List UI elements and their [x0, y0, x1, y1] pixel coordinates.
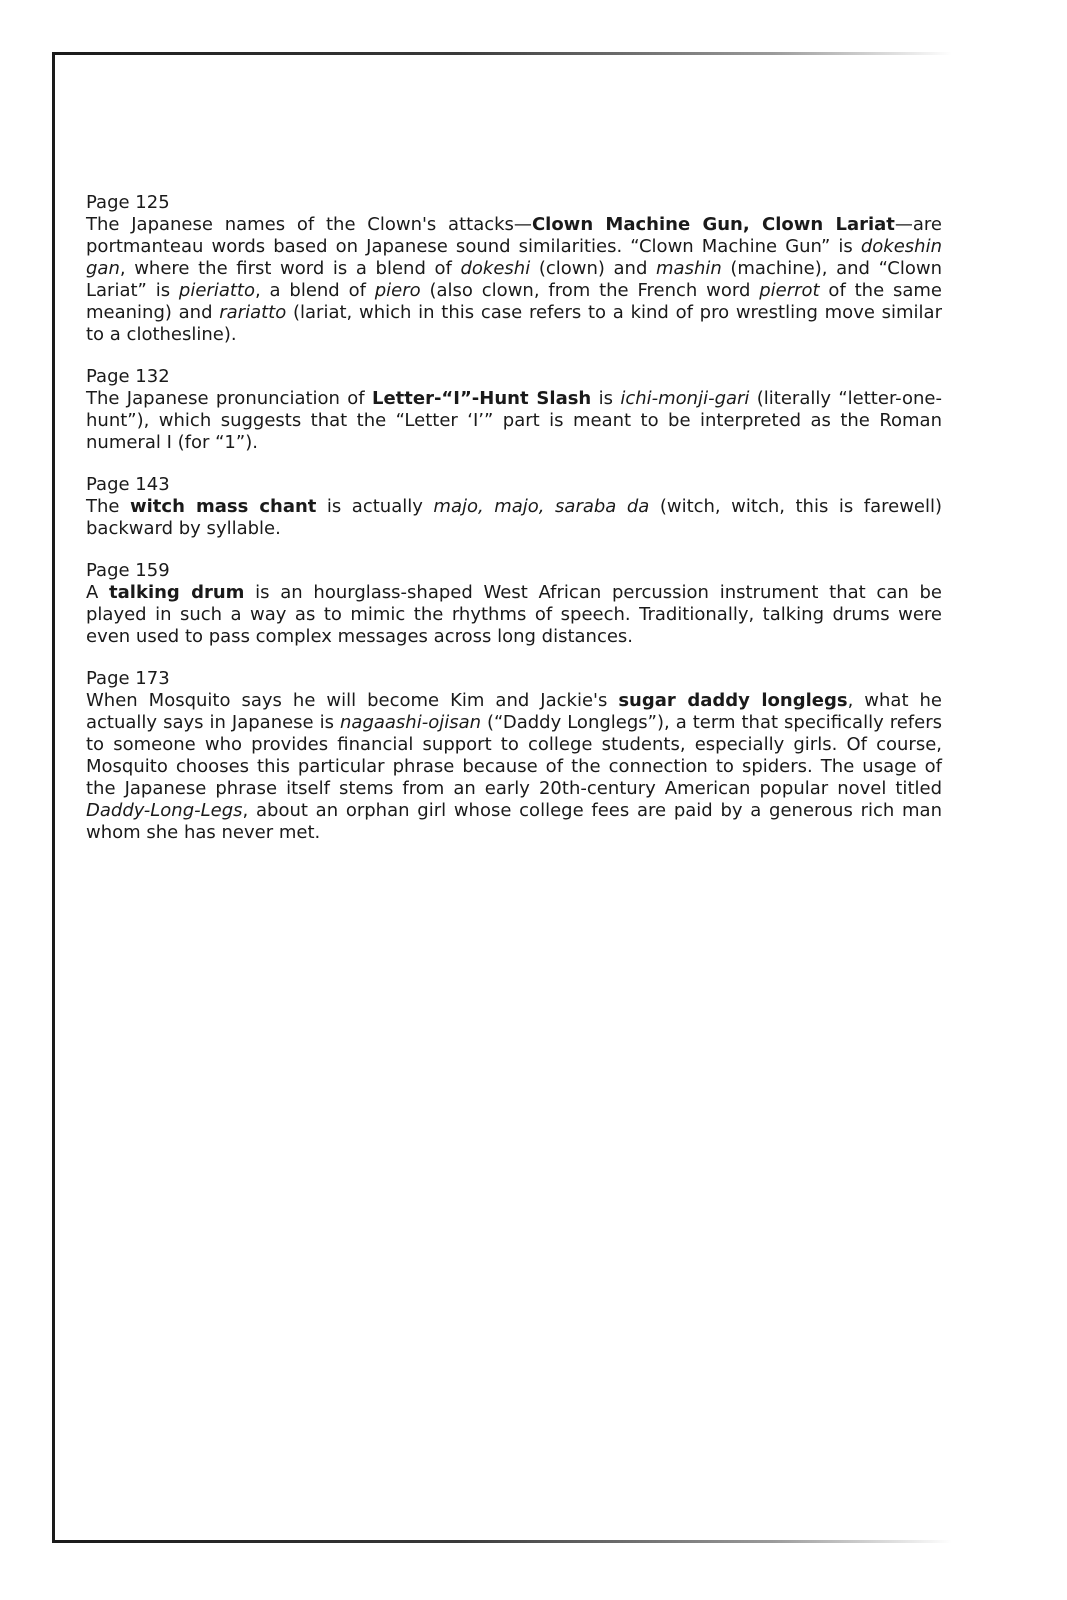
note-text: , a blend of	[254, 280, 375, 301]
note-text: —are portmanteau words based on Japanese sound similarities. “Clown Machine Gun” is	[86, 214, 942, 257]
note-text: is	[591, 388, 621, 409]
note-text: (lariat, which in this case refers to a kind of pro wrestling move similar to a clothesline).	[86, 302, 942, 345]
note-text: is actually	[316, 496, 434, 517]
note-text: The Japanese pronunciation of	[86, 388, 372, 409]
note-term-italic: dokeshin gan	[86, 236, 942, 279]
note-term-bold: sugar daddy longlegs	[618, 690, 848, 711]
note-term-italic: mashin	[656, 258, 722, 279]
note-text: , where the first word is a blend of	[119, 258, 461, 279]
note-body	[86, 496, 942, 540]
note-term-bold: Clown Machine Gun, Clown Lariat	[531, 214, 895, 235]
note-body	[86, 690, 942, 844]
note-text: (witch, witch, this is farewell) backward by syllable.	[86, 496, 943, 539]
note-text: A	[86, 582, 110, 603]
page-border-top	[52, 52, 952, 55]
note-body	[86, 582, 942, 648]
note-page-reference: Page 159	[86, 560, 170, 581]
note-text: The	[86, 496, 130, 517]
note-text: When Mosquito says he will become Kim and Jackie's	[86, 690, 619, 711]
note-term-italic: Daddy-Long-Legs	[86, 800, 243, 821]
note-term-bold: talking drum	[109, 582, 245, 603]
note-body	[86, 388, 942, 454]
note-block	[86, 192, 942, 346]
note-term-italic: piero	[374, 280, 421, 301]
note-text: of the same meaning) and	[86, 280, 942, 323]
note-term-italic: nagaashi-ojisan	[340, 712, 482, 733]
note-page-reference: Page 143	[86, 474, 170, 495]
translation-notes	[86, 192, 942, 864]
note-term-italic: dokeshi	[460, 258, 531, 279]
note-text: (clown) and	[530, 258, 656, 279]
note-text: , about an orphan girl whose college fees are paid by a generous rich man whom she has never met.	[86, 800, 942, 843]
note-term-italic: majo, majo, saraba da	[433, 496, 650, 517]
note-text: The Japanese names of the Clown's attacks—	[86, 214, 532, 235]
note-text: (“Daddy Longlegs”), a term that specifically refers to someone who provides financial support to college students, especially girls. Of course, Mosquito chooses this particular phrase because of the connection to spiders. The usage of the Japanese phrase itself stems from an early 20th-century American popular novel titled	[86, 712, 942, 799]
note-page-reference: Page 173	[86, 668, 170, 689]
note-text: (literally “letter-one-hunt”), which suggests that the “Letter ‘I’” part is meant to be interpreted as the Roman numeral I (for “1”).	[86, 388, 943, 453]
note-block	[86, 366, 942, 454]
note-term-italic: rariatto	[219, 302, 287, 323]
page-border-left	[52, 52, 55, 1543]
note-block	[86, 474, 942, 540]
page-border-bottom	[52, 1540, 952, 1543]
note-term-bold: Letter-“I”-Hunt Slash	[371, 388, 592, 409]
note-text: is an hourglass-shaped West African percussion instrument that can be played in such a way as to mimic the rhythms of speech. Traditionally, talking drums were even used to pass complex messages across long distances.	[86, 582, 942, 647]
note-text: (machine), and “Clown Lariat” is	[86, 258, 942, 301]
note-body	[86, 214, 942, 346]
note-term-italic: pieriatto	[178, 280, 255, 301]
note-block	[86, 560, 942, 648]
note-page-reference: Page 125	[86, 192, 170, 213]
note-text: (also clown, from the French word	[420, 280, 760, 301]
note-text: , what he actually says in Japanese is	[86, 690, 942, 733]
note-term-italic: ichi-monji-gari	[620, 388, 750, 409]
note-term-bold: witch mass chant	[130, 496, 317, 517]
note-page-reference: Page 132	[86, 366, 170, 387]
note-block	[86, 668, 942, 844]
note-term-italic: pierrot	[759, 280, 820, 301]
